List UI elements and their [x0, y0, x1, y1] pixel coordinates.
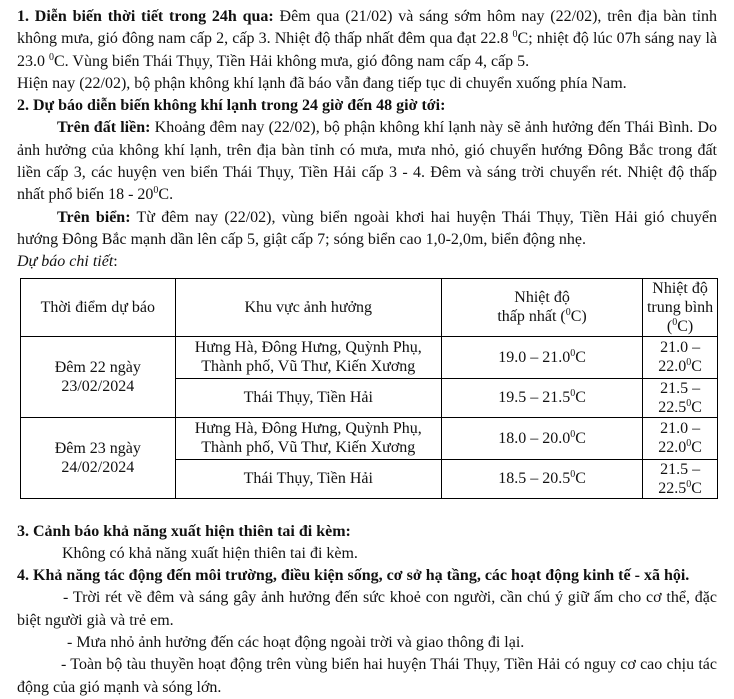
forecast-date: 23/02/2024	[61, 377, 135, 395]
avg-temp-cell	[643, 378, 718, 417]
paragraph	[17, 251, 717, 273]
area-name: Hưng Hà, Đông Hưng, Quỳnh Phụ,	[194, 420, 422, 438]
temp-unit: C	[575, 348, 586, 366]
body-text: Từ đêm nay (22/02), vùng biển ngoài khơi hai huyện Thái Thụy, Tiền Hải gió chuyển hướng Đông Bắc mạnh dần lên cấp 5, giật cấp 7; sóng biển cao 1,0-2,0m, biển động nhẹ.	[17, 208, 718, 248]
area-name: Hưng Hà, Đông Hưng, Quỳnh Phụ,	[194, 339, 422, 357]
header-label: Nhiệt độ	[652, 279, 708, 297]
avg-temp-range: 21.5 – 22.5	[658, 379, 701, 416]
table-row	[21, 336, 718, 378]
body-text: :	[113, 253, 118, 271]
area-cell	[175, 417, 441, 459]
column-header	[21, 278, 176, 336]
avg-temp-range: 21.0 – 22.0	[658, 420, 701, 457]
temp-unit: C	[575, 470, 586, 488]
area-name: Thái Thụy, Tiền Hải	[243, 389, 373, 407]
forecast-section-3-4	[17, 521, 717, 699]
body-text: - Trời rét về đêm và sáng gây ảnh hưởng đến sức khoẻ con người, cần chú ý giữ ấm cho cơ thể, đặc biệt người già và trẻ em.	[17, 589, 717, 629]
body-text: - Mưa nhỏ ảnh hưởng đến các hoạt động ngoài trời và giao thông đi lại.	[67, 634, 525, 652]
degree-superscript: 0	[570, 428, 576, 440]
paragraph	[17, 521, 717, 543]
paragraph	[17, 95, 717, 117]
heading-text: Trên đất liền:	[57, 119, 151, 137]
body-text: - Toàn bộ tàu thuyền hoạt động trên vùng biển hai huyện Thái Thụy, Tiền Hải có nguy cơ cao chịu tác động của gió mạnh và sóng lớn.	[17, 656, 717, 696]
paragraph	[17, 632, 717, 654]
area-name: Thành phố, Vũ Thư, Kiến Xương	[201, 358, 416, 376]
forecast-table	[20, 278, 718, 499]
heading-text: 2. Dự báo diễn biến không khí lạnh trong 24 giờ đến 48 giờ tới:	[17, 97, 446, 115]
degree-superscript: 0	[570, 469, 576, 481]
avg-temp-cell	[643, 417, 718, 459]
body-text: Hiện nay (22/02), bộ phận không khí lạnh đã báo vẫn đang tiếp tục di chuyển xuống phía Nam.	[17, 74, 627, 92]
forecast-time-cell	[21, 417, 176, 498]
avg-temp-range: 21.0 – 22.0	[658, 339, 701, 376]
temp-unit: C	[691, 439, 702, 457]
forecast-section-1-2	[17, 6, 717, 274]
degree-superscript: 0	[49, 51, 54, 63]
body-text: Đêm qua (21/02) và sáng sớm hôm nay (22/02), trên địa bàn tỉnh không mưa, gió đông nam cấp 2, cấp 3. Nhiệt độ thấp nhất đêm qua đạt 22.8	[17, 8, 717, 48]
area-cell	[175, 459, 441, 498]
degree-superscript: 0	[686, 478, 692, 490]
area-name: Thái Thụy, Tiền Hải	[243, 470, 373, 488]
area-name: Thành phố, Vũ Thư, Kiến Xương	[201, 439, 416, 457]
heading-text: 4. Khả năng tác động đến môi trường, điều kiện sống, cơ sở hạ tầng, các hoạt động kinh tế - xã hội.	[17, 567, 690, 585]
heading-text: 1. Diễn biến thời tiết trong 24h qua:	[17, 8, 274, 25]
temp-unit: C	[575, 429, 586, 447]
forecast-time-cell	[21, 336, 176, 417]
heading-text: 3. Cảnh báo khả năng xuất hiện thiên tai đi kèm:	[17, 522, 351, 540]
min-temp-cell	[441, 459, 642, 498]
forecast-time: Đêm 22 ngày	[54, 358, 141, 376]
document	[17, 6, 717, 699]
column-header	[643, 278, 718, 336]
degree-superscript: 0	[512, 29, 518, 41]
forecast-time: Đêm 23 ngày	[54, 439, 141, 457]
paragraph	[17, 73, 717, 95]
paragraph	[17, 654, 717, 699]
body-text: Dự báo chi tiết	[17, 253, 114, 271]
column-header	[441, 278, 642, 336]
body-text: C. Vùng biển Thái Thụy, Tiền Hải không mưa, gió đông nam cấp 4, cấp 5.	[54, 52, 530, 70]
min-temp-range: 18.5 – 20.5	[498, 470, 571, 488]
header-label: Khu vực ảnh hưởng	[244, 298, 373, 316]
header-label: Thời điểm dự báo	[40, 298, 156, 316]
header-label: C)	[570, 308, 587, 326]
degree-superscript: 0	[570, 347, 576, 359]
paragraph	[17, 117, 717, 206]
column-header	[175, 278, 441, 336]
degree-superscript: 0	[686, 357, 692, 369]
body-text: C; nhiệt độ lúc 07h sáng nay là 23.0	[17, 30, 717, 70]
avg-temp-cell	[643, 336, 718, 378]
spacer	[17, 499, 717, 521]
forecast-date: 24/02/2024	[61, 458, 135, 476]
paragraph	[17, 543, 717, 565]
header-label: thấp nhất (	[497, 308, 566, 326]
degree-superscript: 0	[565, 307, 571, 319]
header-label: C)	[677, 317, 694, 335]
table-row	[21, 417, 718, 459]
temp-unit: C	[691, 358, 702, 376]
degree-superscript: 0	[686, 397, 692, 409]
table-header-row	[21, 278, 718, 336]
paragraph	[17, 565, 717, 587]
body-text: Khoảng đêm nay (22/02), bộ phận không khí lạnh này sẽ ảnh hưởng đến Thái Bình. Do ảnh hưởng của không khí lạnh, trên địa bàn tỉnh có mưa, mưa nhỏ, gió chuyển hướng Đông Bắc trong đất liền cấp 3, các huyện ven biển Thái Thụy, Tiền Hải cấp 3 - 4. Đêm và sáng trời chuyển rét. Nhiệt độ thấp nhất phổ biến 18 - 20	[17, 119, 718, 204]
area-cell	[175, 378, 441, 417]
paragraph	[17, 6, 717, 73]
avg-temp-range: 21.5 – 22.5	[658, 460, 701, 497]
header-label: trung bình (	[646, 298, 714, 335]
degree-superscript: 0	[570, 388, 576, 400]
avg-temp-cell	[643, 459, 718, 498]
body-text: C.	[158, 186, 174, 204]
header-label: Nhiệt độ	[514, 289, 570, 307]
temp-unit: C	[691, 479, 702, 497]
min-temp-cell	[441, 378, 642, 417]
temp-unit: C	[691, 398, 702, 416]
paragraph	[17, 207, 717, 252]
degree-superscript: 0	[153, 185, 159, 197]
min-temp-range: 19.5 – 21.5	[498, 389, 571, 407]
temp-unit: C	[575, 389, 586, 407]
min-temp-cell	[441, 417, 642, 459]
min-temp-cell	[441, 336, 642, 378]
min-temp-range: 18.0 – 20.0	[498, 429, 571, 447]
heading-text: Trên biển:	[57, 208, 131, 226]
paragraph	[17, 587, 717, 632]
degree-superscript: 0	[686, 438, 692, 450]
min-temp-range: 19.0 – 21.0	[498, 348, 571, 366]
degree-superscript: 0	[672, 316, 678, 328]
body-text: Không có khả năng xuất hiện thiên tai đi kèm.	[62, 544, 358, 562]
area-cell	[175, 336, 441, 378]
